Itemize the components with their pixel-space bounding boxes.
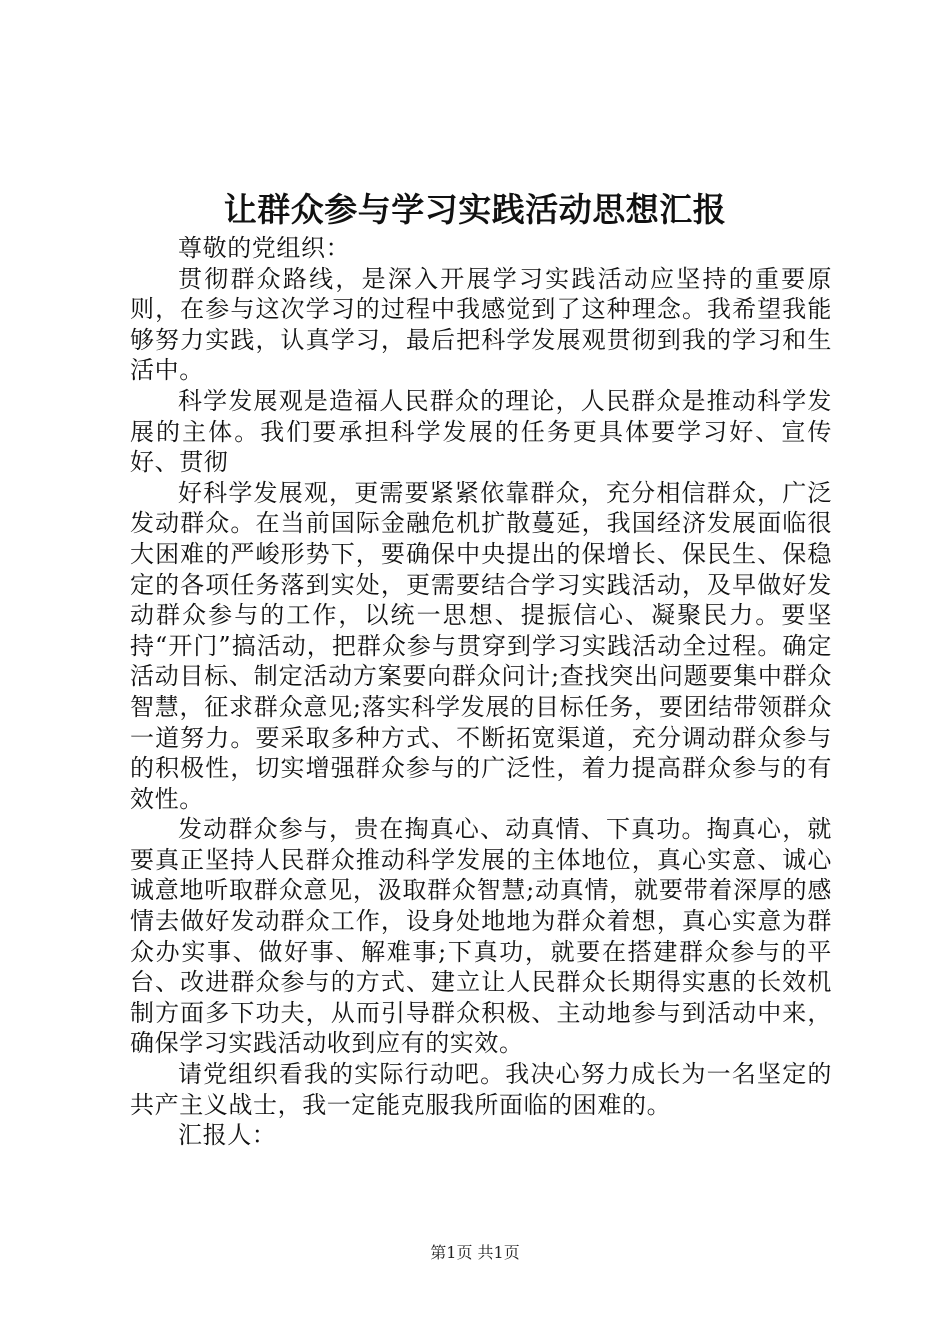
paragraph-2: 科学发展观是造福人民群众的理论，人民群众是推动科学发展的主体。我们要承担科学发展的任务更具体要学习好、宣传好、贯彻 xyxy=(130,386,832,477)
paragraph-1: 贯彻群众路线，是深入开展学习实践活动应坚持的重要原则，在参与这次学习的过程中我感觉到了这种理念。我希望我能够努力实践，认真学习，最后把科学发展观贯彻到我的学习和生活中。 xyxy=(130,264,832,385)
paragraph-4: 发动群众参与，贵在掏真心、动真情、下真功。掏真心，就要真正坚持人民群众推动科学发展的主体地位，真心实意、诚心诚意地听取群众意见，汲取群众智慧;动真情，就要带着深厚的感情去做好发动群众工作，设身处地地为群众着想，真心实意为群众办实事、做好事、解难事;下真功，就要在搭建群众参与的平台、改进群众参与的方式、建立让人民群众长期得实惠的长效机制方面多下功夫，从而引导群众积极、主动地参与到活动中来，确保学习实践活动收到应有的实效。 xyxy=(130,815,832,1058)
document-title: 让群众参与学习实践活动思想汇报 xyxy=(223,190,727,229)
page-number-footer: 第1页 共1页 xyxy=(430,1243,520,1262)
document-body xyxy=(130,233,832,1151)
paragraph-5: 请党组织看我的实际行动吧。我决心努力成长为一名坚定的共产主义战士，我一定能克服我所面临的困难的。 xyxy=(130,1060,832,1119)
signature-line: 汇报人： xyxy=(178,1121,277,1150)
paragraph-3: 好科学发展观，更需要紧紧依靠群众，充分相信群众，广泛发动群众。在当前国际金融危机扩散蔓延，我国经济发展面临很大困难的严峻形势下，要确保中央提出的保增长、保民生、保稳定的各项任务落到实处，更需要结合学习实践活动，及早做好发动群众参与的工作，以统一思想、提振信心、凝聚民力。要坚持“开门”搞活动，把群众参与贯穿到学习实践活动全过程。确定活动目标、制定活动方案要向群众问计;查找突出问题要集中群众智慧，征求群众意见;落实科学发展的目标任务，要团结带领群众一道努力。要采取多种方式、不断拓宽渠道，充分调动群众参与的积极性，切实增强群众参与的广泛性，着力提高群众参与的有效性。 xyxy=(130,478,832,813)
salutation: 尊敬的党组织： xyxy=(178,234,351,262)
